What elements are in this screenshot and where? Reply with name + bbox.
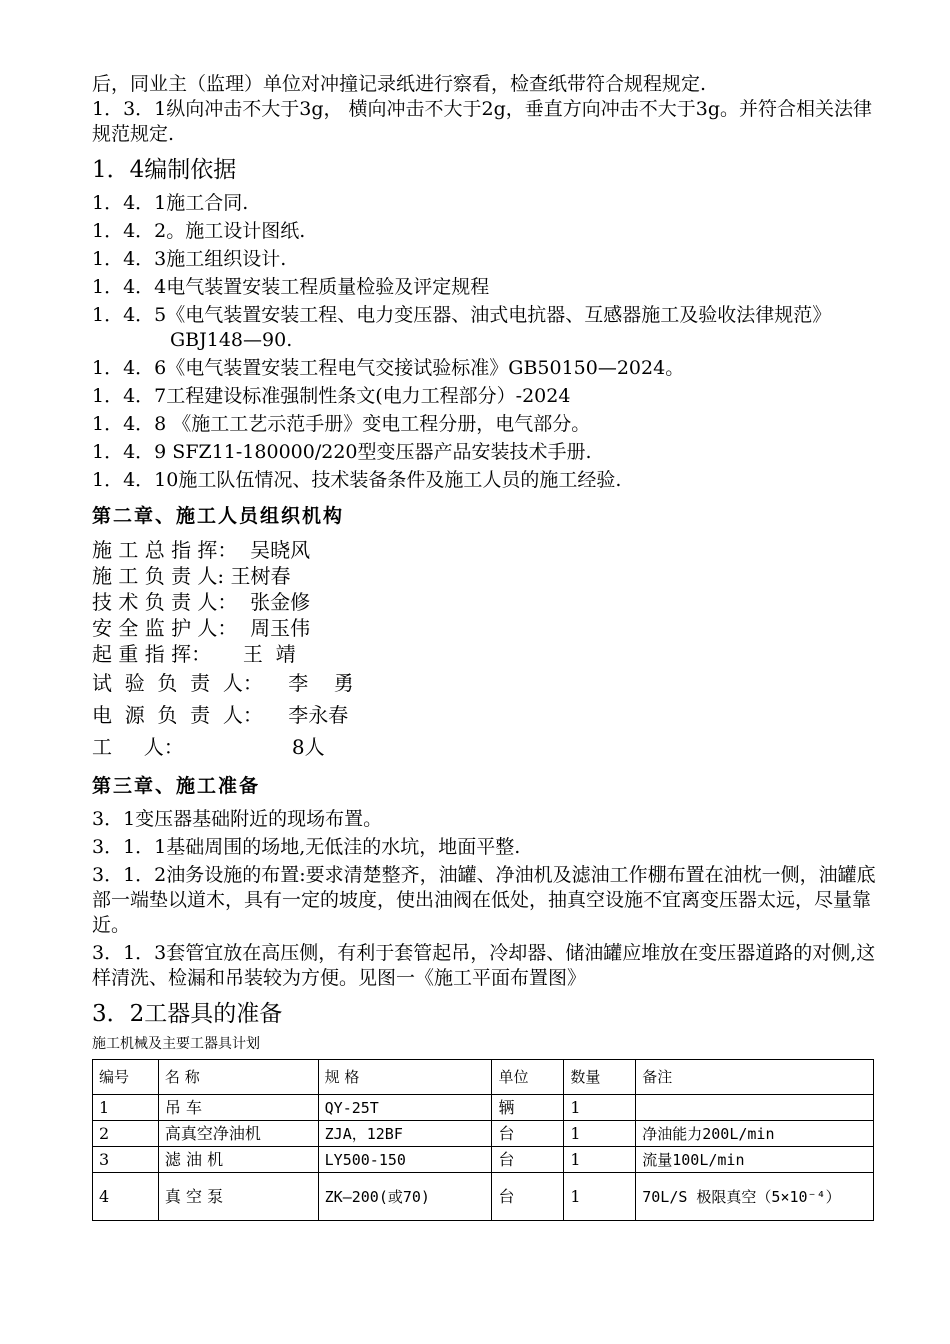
basis-item: 1．4．6《电气装置安装工程电气交接试验标准》GB50150—2024。: [92, 357, 685, 379]
cell-unit: 台: [492, 1173, 564, 1221]
table-row: [93, 1173, 874, 1221]
equipment-table: [92, 1059, 874, 1221]
table-header-row: [93, 1060, 874, 1095]
cell-unit: 台: [492, 1121, 564, 1147]
table-row: [93, 1095, 874, 1121]
staff-line: 技 术 负 责 人： 张金修: [92, 590, 311, 614]
cell-unit: 台: [492, 1147, 564, 1173]
cell-qty: 1: [564, 1147, 636, 1173]
staff-list: [92, 537, 882, 763]
column-header: 编号: [93, 1060, 159, 1095]
basis-item: 1．4．7工程建设标准强制性条文(电力工程部分）-2024: [92, 385, 571, 407]
column-header: 备注: [636, 1060, 874, 1095]
cell-name: 吊 车: [158, 1095, 318, 1121]
prep-paragraph: 3．1．1基础周围的场地,无低洼的水坑，地面平整.: [92, 836, 521, 858]
basis-item: 1．4．8 《施工工艺示范手册》变电工程分册，电气部分。: [92, 413, 591, 435]
column-header: 数量: [564, 1060, 636, 1095]
basis-item: 1．4．10施工队伍情况、技术装备条件及施工人员的施工经验.: [92, 469, 622, 491]
document-page: [92, 72, 882, 1221]
staff-line: 起 重 指 挥： 王 靖: [92, 642, 296, 666]
basis-item: 1．4．9 SFZ11-180000/220型变压器产品安装技术手册.: [92, 441, 592, 463]
column-header: 单位: [492, 1060, 564, 1095]
prep-paragraph: 3．1．3套管宜放在高压侧，有利于套管起吊，冷却器、储油罐应堆放在变压器道路的对侧,这样清洗、检漏和吊装较为方便。见图一《施工平面布置图》: [92, 942, 876, 989]
staff-line: 电 源 负 责 人： 李永春: [92, 703, 349, 727]
staff-line: 施 工 负 责 人: 王树春: [92, 564, 291, 588]
cell-spec: QY-25T: [318, 1095, 492, 1121]
cell-spec: ZK—200(或70): [318, 1173, 492, 1221]
basis-list: [92, 191, 882, 493]
basis-item: 1．4．1施工合同.: [92, 192, 249, 214]
cell-name: 高真空净油机: [158, 1121, 318, 1147]
cell-note: 净油能力200L/min: [636, 1121, 874, 1147]
cell-no: 4: [93, 1173, 159, 1221]
prep-paragraph: 3．1．2油务设施的布置:要求清楚整齐，油罐、净油机及滤油工作棚布置在油枕一侧，油罐底部一端垫以道木，具有一定的坡度，使出油阀在低处，抽真空设施不宜离变压器太远，尽量靠近。: [92, 864, 876, 936]
basis-item: 1．4．5《电气装置安装工程、电力变压器、油式电抗器、互感器施工及验收法律规范》GBJ148—90.: [92, 304, 832, 351]
chapter-title-3: 第三章、施工准备: [92, 775, 261, 797]
cell-qty: 1: [564, 1121, 636, 1147]
staff-line: 施 工 总 指 挥： 吴晓风: [92, 538, 311, 562]
cell-qty: 1: [564, 1095, 636, 1121]
cell-no: 2: [93, 1121, 159, 1147]
prep-paragraph: 3．1变压器基础附近的现场布置。: [92, 808, 383, 830]
cell-name: 滤 油 机: [158, 1147, 318, 1173]
intro-line-1: 后，同业主（监理）单位对冲撞记录纸进行察看，检查纸带符合规程规定.: [92, 73, 707, 95]
staff-line: 工 人： 8人: [92, 735, 325, 759]
intro-line-2: 1．3．1纵向冲击不大于3g， 横向冲击不大于2g，垂直方向冲击不大于3g。并符合相关法律规范规定.: [92, 98, 873, 145]
cell-no: 3: [93, 1147, 159, 1173]
basis-item: 1．4．4电气装置安装工程质量检验及评定规程: [92, 276, 490, 298]
section-heading-tools: 3．2工器具的准备: [92, 1001, 283, 1027]
cell-note: [636, 1095, 874, 1121]
cell-spec: LY500-150: [318, 1147, 492, 1173]
basis-item: 1．4．2。施工设计图纸.: [92, 220, 306, 242]
table-caption: 施工机械及主要工器具计划: [92, 1036, 260, 1052]
chapter-title-2: 第二章、施工人员组织机构: [92, 505, 345, 527]
table-row: [93, 1147, 874, 1173]
section-heading-basis: 1．4编制依据: [92, 157, 237, 183]
column-header: 规 格: [318, 1060, 492, 1095]
cell-qty: 1: [564, 1173, 636, 1221]
cell-no: 1: [93, 1095, 159, 1121]
column-header: 名 称: [158, 1060, 318, 1095]
staff-line: 试 验 负 责 人： 李 勇: [92, 671, 354, 695]
cell-note: 流量100L/min: [636, 1147, 874, 1173]
cell-note: 70L/S 极限真空（5×10⁻⁴）: [636, 1173, 874, 1221]
cell-name: 真 空 泵: [158, 1173, 318, 1221]
table-row: [93, 1121, 874, 1147]
basis-item: 1．4．3施工组织设计.: [92, 248, 287, 270]
cell-spec: ZJA，12BF: [318, 1121, 492, 1147]
staff-line: 安 全 监 护 人： 周玉伟: [92, 616, 311, 640]
cell-unit: 辆: [492, 1095, 564, 1121]
